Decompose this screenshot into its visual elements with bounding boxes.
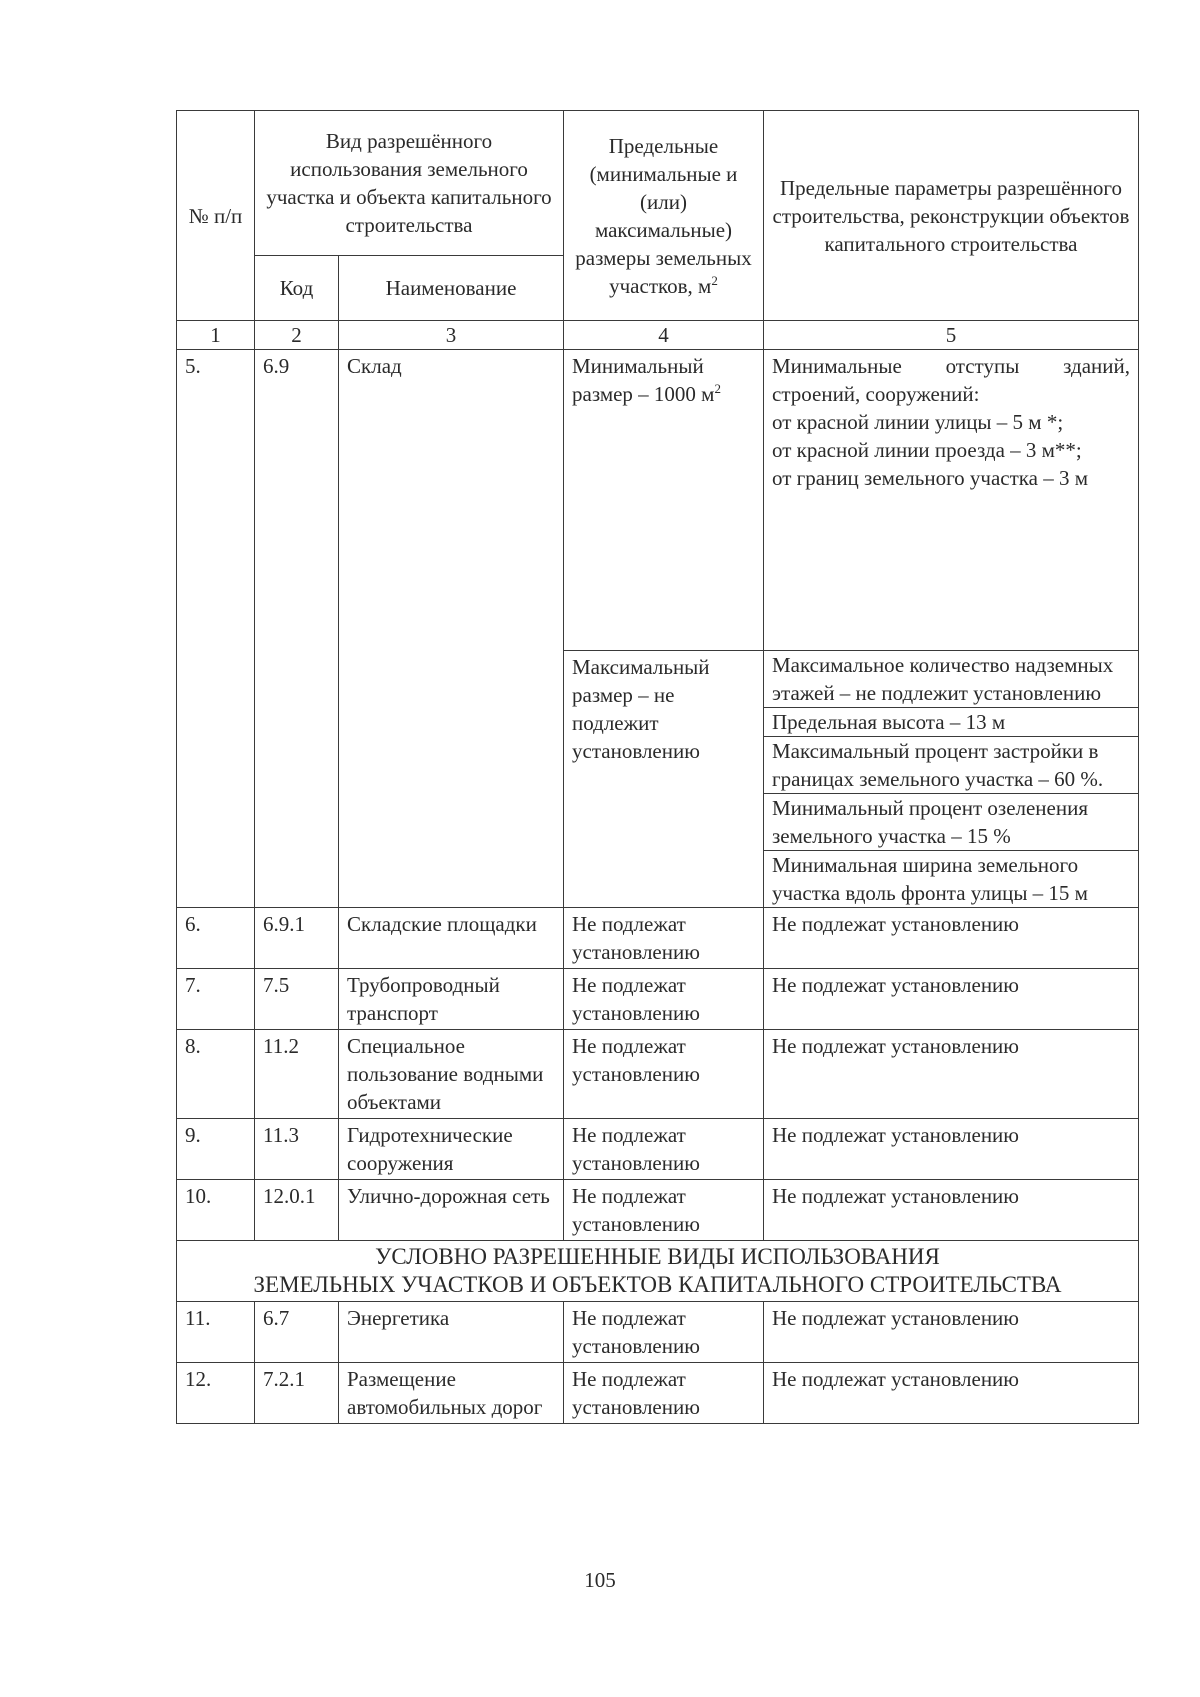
row-params (764, 651, 1139, 908)
row-size: Не подлежат установлению (564, 1180, 764, 1241)
index-cell: 1 (177, 321, 255, 350)
param-item: Предельная высота – 13 м (764, 707, 1138, 736)
header-code: Код (255, 256, 339, 321)
row-num: 8. (177, 1030, 255, 1119)
row-params: Не подлежат установлению (764, 1363, 1139, 1424)
row-num: 7. (177, 969, 255, 1030)
min-size-text: Минимальный размер – 1000 м (572, 354, 715, 406)
table-row (177, 1363, 1139, 1424)
row-params: Не подлежат установлению (764, 1302, 1139, 1363)
row-num: 11. (177, 1302, 255, 1363)
header-params: Предельные параметры разрешённого строительства, реконструкции объектов капитального строительства (764, 111, 1139, 321)
row-code: 6.9 (255, 350, 339, 908)
row-name: Трубопроводный транспорт (339, 969, 564, 1030)
section-line-1: УСЛОВНО РАЗРЕШЕННЫЕ ВИДЫ ИСПОЛЬЗОВАНИЯ (375, 1244, 940, 1269)
setback-line: от красной линии проезда – 3 м**; (772, 438, 1082, 462)
row-code: 11.3 (255, 1119, 339, 1180)
row-params: Не подлежат установлению (764, 1180, 1139, 1241)
row-params: Не подлежат установлению (764, 1030, 1139, 1119)
row-name: Улично-дорожная сеть (339, 1180, 564, 1241)
index-cell: 4 (564, 321, 764, 350)
header-num: № п/п (177, 111, 255, 321)
row-name: Размещение автомобильных дорог (339, 1363, 564, 1424)
row-min-size (564, 350, 764, 651)
index-cell: 5 (764, 321, 1139, 350)
row-size: Не подлежат установлению (564, 1363, 764, 1424)
row-setbacks (764, 350, 1139, 651)
row-size: Не подлежат установлению (564, 1030, 764, 1119)
param-item: Максимальный процент застройки в границах земельного участка – 60 %. (764, 736, 1138, 793)
row-params: Не подлежат установлению (764, 908, 1139, 969)
index-cell: 2 (255, 321, 339, 350)
table-row (177, 1119, 1139, 1180)
row-code: 7.2.1 (255, 1363, 339, 1424)
row-num: 10. (177, 1180, 255, 1241)
row-size: Не подлежат установлению (564, 1302, 764, 1363)
row-name: Энергетика (339, 1302, 564, 1363)
param-item: Минимальная ширина земельного участка вдоль фронта улицы – 15 м (764, 850, 1138, 907)
row-code: 12.0.1 (255, 1180, 339, 1241)
table-row (177, 1180, 1139, 1241)
row-num: 9. (177, 1119, 255, 1180)
header-group: Вид разрешённого использования земельного участка и объекта капитального строительства (255, 111, 564, 256)
row-num: 12. (177, 1363, 255, 1424)
table-row (177, 908, 1139, 969)
row-name: Склад (339, 350, 564, 908)
param-item: Минимальный процент озеленения земельного участка – 15 % (764, 793, 1138, 850)
header-sizes (564, 111, 764, 321)
table-row (177, 350, 1139, 651)
table-row (177, 1302, 1139, 1363)
param-item: Максимальное количество надземных этажей – не подлежит установлению (772, 653, 1114, 705)
row-code: 6.7 (255, 1302, 339, 1363)
row-size: Не подлежат установлению (564, 908, 764, 969)
row-num: 6. (177, 908, 255, 969)
row-name: Складские площадки (339, 908, 564, 969)
header-row (177, 111, 1139, 256)
page-number: 105 (584, 1568, 616, 1592)
row-max-size: Максимальный размер – не подлежит установлению (564, 651, 764, 908)
table-row (177, 969, 1139, 1030)
row-code: 6.9.1 (255, 908, 339, 969)
row-size: Не подлежат установлению (564, 1119, 764, 1180)
header-sizes-sup: 2 (711, 272, 718, 288)
index-row (177, 321, 1139, 350)
setback-line: от красной линии улицы – 5 м *; (772, 410, 1064, 434)
section-line-2: ЗЕМЕЛЬНЫХ УЧАСТКОВ И ОБЪЕКТОВ КАПИТАЛЬНОГО СТРОИТЕЛЬСТВА (253, 1272, 1062, 1297)
row-params: Не подлежат установлению (764, 969, 1139, 1030)
header-sizes-text: Предельные (минимальные и (или) максимальные) размеры земельных участков, м (575, 133, 752, 298)
row-params: Не подлежат установлению (764, 1119, 1139, 1180)
row-name: Гидротехнические сооружения (339, 1119, 564, 1180)
table-row (177, 1030, 1139, 1119)
header-name: Наименование (339, 256, 564, 321)
row-size: Не подлежат установлению (564, 969, 764, 1030)
row-code: 11.2 (255, 1030, 339, 1119)
min-size-sup: 2 (714, 381, 721, 396)
setback-line: Минимальные отступы зданий, строений, сооружений: (772, 354, 1130, 406)
index-cell: 3 (339, 321, 564, 350)
section-row (177, 1241, 1139, 1302)
row-name: Специальное пользование водными объектами (339, 1030, 564, 1119)
row-num: 5. (177, 350, 255, 908)
setback-line: от границ земельного участка – 3 м (772, 466, 1089, 490)
zoning-table (176, 110, 1139, 1424)
section-heading (177, 1241, 1139, 1302)
row-code: 7.5 (255, 969, 339, 1030)
